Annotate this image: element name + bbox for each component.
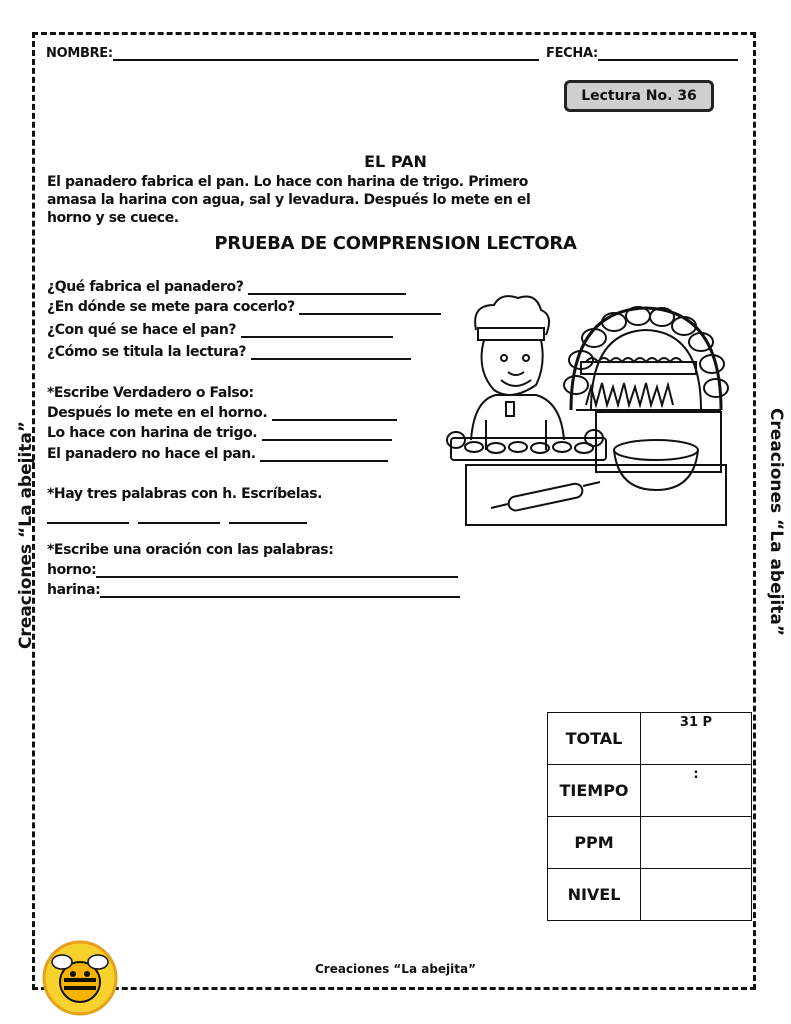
answer-line[interactable] [299, 303, 441, 315]
word-label: harina: [47, 582, 101, 598]
fecha-answer-line[interactable] [598, 47, 738, 61]
side-credit-left: Creaciones “La abejita” [16, 420, 36, 650]
answer-line[interactable] [251, 348, 411, 360]
answer-line[interactable] [260, 450, 388, 462]
h-words-lines [47, 505, 307, 524]
word-label: horno: [47, 562, 97, 578]
true-false-row [47, 446, 388, 462]
true-false-row [47, 405, 397, 421]
nombre-answer-line[interactable] [113, 47, 539, 61]
side-credit-right: Creaciones “La abejita” [766, 407, 786, 637]
question-row [47, 299, 441, 315]
answer-line[interactable] [262, 429, 392, 441]
score-row [548, 869, 752, 921]
test-title: PRUEBA DE COMPRENSION LECTORA [214, 233, 577, 254]
score-row [548, 765, 752, 817]
score-value[interactable] [641, 817, 752, 869]
true-false-row [47, 425, 392, 441]
reading-paragraph [47, 173, 607, 227]
question-text: ¿Qué fabrica el panadero? [47, 279, 244, 295]
name-field-row [46, 46, 539, 61]
answer-line[interactable] [229, 512, 307, 524]
answer-line[interactable] [100, 586, 460, 598]
answer-line[interactable] [241, 326, 393, 338]
answer-line[interactable] [248, 283, 406, 295]
score-label: TIEMPO [548, 765, 641, 817]
reading-line: El panadero fabrica el pan. Lo hace con harina de trigo. Primero [47, 174, 528, 190]
h-words-heading: *Hay tres palabras con h. Escríbelas. [47, 486, 323, 502]
question-text: ¿Con qué se hace el pan? [47, 322, 237, 338]
footer-credit: Creaciones “La abejita” [314, 962, 476, 976]
sentence-heading: *Escribe una oración con las palabras: [47, 542, 334, 558]
answer-line[interactable] [272, 409, 397, 421]
lectura-number-badge: Lectura No. 36 [564, 80, 714, 112]
sentence-row [47, 582, 460, 598]
answer-line[interactable] [138, 512, 220, 524]
question-row [47, 279, 406, 295]
score-label: TOTAL [548, 713, 641, 765]
statement-text: Después lo mete en el horno. [47, 405, 268, 421]
score-row [548, 713, 752, 765]
score-label: NIVEL [548, 869, 641, 921]
statement-text: Lo hace con harina de trigo. [47, 425, 258, 441]
baker-illustration [446, 290, 731, 540]
statement-text: El panadero no hace el pan. [47, 446, 256, 462]
score-value[interactable]: 31 P [641, 713, 752, 765]
nombre-label: NOMBRE: [46, 46, 113, 61]
score-value[interactable]: : [641, 765, 752, 817]
reading-title: EL PAN [364, 152, 427, 171]
sentence-row [47, 562, 458, 578]
reading-line: horno y se cuece. [47, 210, 179, 226]
reading-line: amasa la harina con agua, sal y levadura. Después lo mete en el [47, 192, 531, 208]
date-field-row [546, 46, 738, 61]
fecha-label: FECHA: [546, 46, 598, 61]
score-value[interactable] [641, 869, 752, 921]
question-text: ¿Cómo se titula la lectura? [47, 344, 247, 360]
true-false-heading: *Escribe Verdadero o Falso: [47, 385, 254, 401]
answer-line[interactable] [96, 566, 458, 578]
question-text: ¿En dónde se mete para cocerlo? [47, 299, 295, 315]
bee-logo [42, 940, 118, 1016]
score-label: PPM [548, 817, 641, 869]
question-row [47, 322, 393, 338]
answer-line[interactable] [47, 512, 129, 524]
score-row [548, 817, 752, 869]
score-table [547, 712, 752, 921]
question-row [47, 344, 411, 360]
